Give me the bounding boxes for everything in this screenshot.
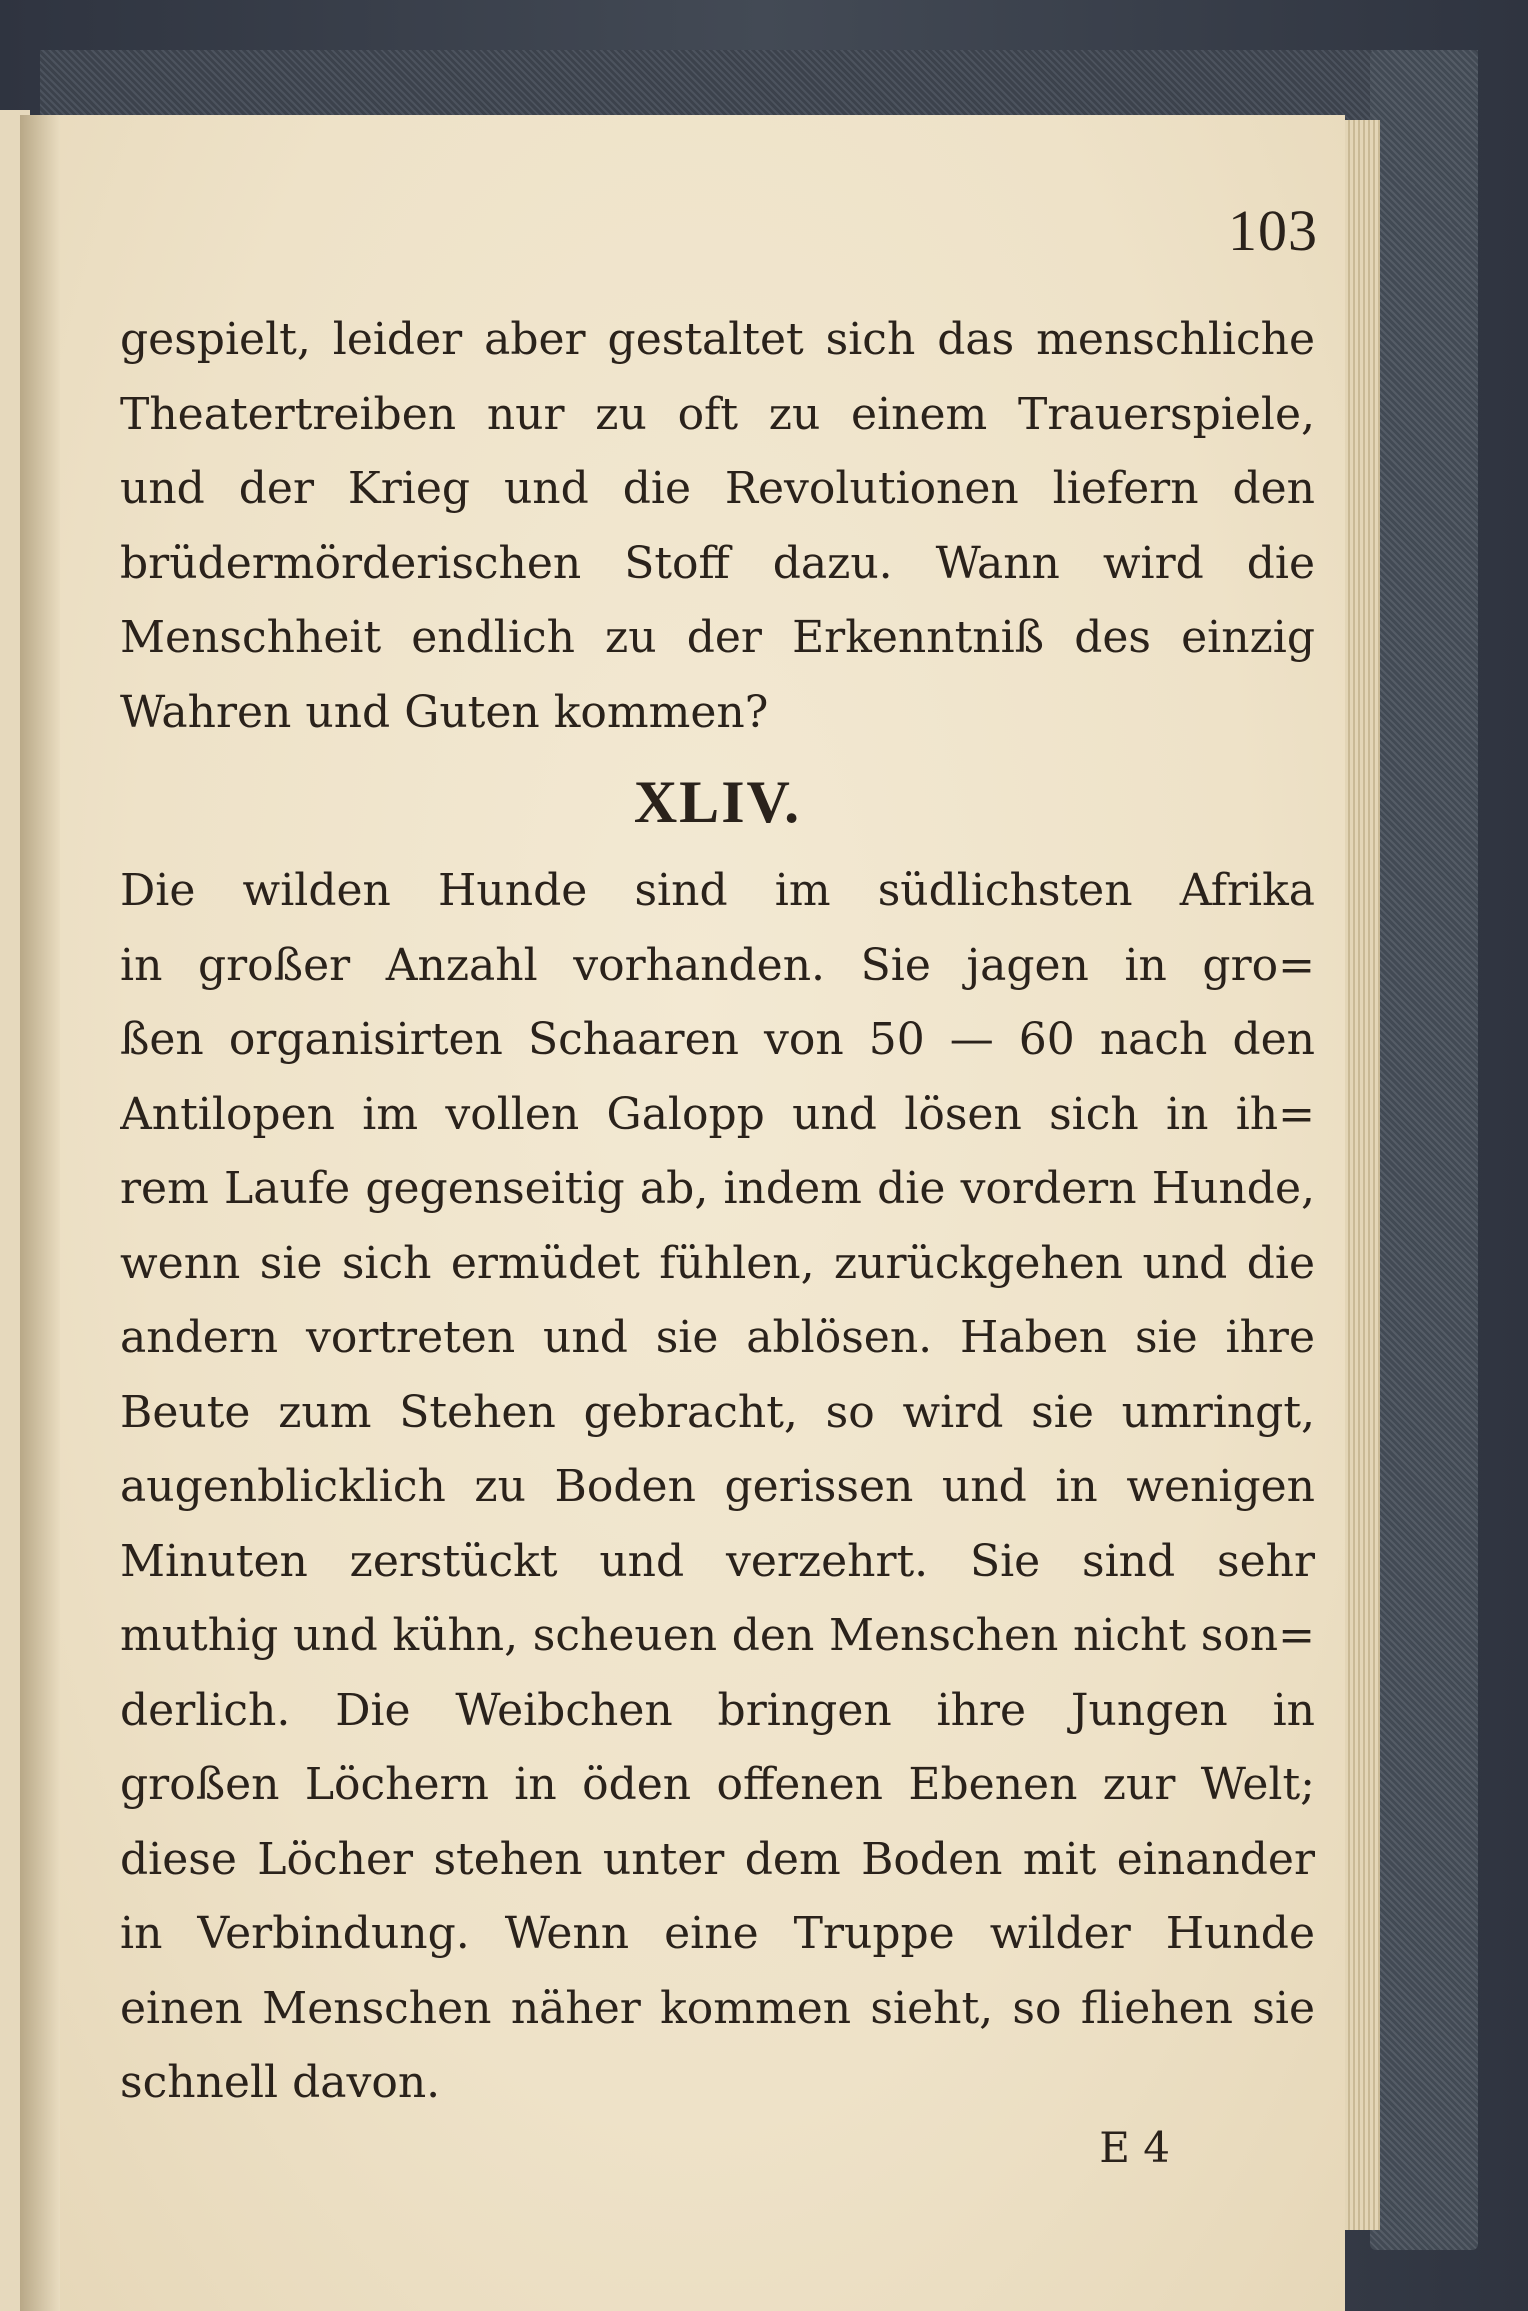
text-line: Die wilden Hunde sind im südlichsten Afrika: [120, 865, 1315, 916]
text-line: muthig und kühn, scheuen den Menschen nicht son=: [120, 1610, 1315, 1661]
text-line: Wahren und Guten kommen?: [120, 686, 769, 738]
text-line: rem Laufe gegenseitig ab, indem die vordern Hunde,: [120, 1163, 1315, 1214]
text-line: gespielt, leider aber gestaltet sich das menschliche: [120, 314, 1315, 365]
book-page: [40, 115, 1345, 2311]
text-line: wenn sie sich ermüdet fühlen, zurückgehen und die: [120, 1237, 1315, 1289]
text-line: diese Löcher stehen unter dem Boden mit einander: [120, 1833, 1315, 1885]
text-line: ßen organisirten Schaaren von 50 — 60 nach den: [120, 1014, 1315, 1065]
section-heading: XLIV.: [633, 769, 802, 835]
text-line: in großer Anzahl vorhanden. Sie jagen in gro=: [120, 939, 1315, 991]
text-line: und der Krieg und die Revolutionen liefern den: [120, 463, 1315, 514]
text-line: in Verbindung. Wenn eine Truppe wilder Hunde: [120, 1908, 1315, 1959]
body-text: [120, 303, 1315, 2121]
text-line: andern vortreten und sie ablösen. Haben sie ihre: [120, 1312, 1315, 1363]
text-line: Minuten zerstückt und verzehrt. Sie sind sehr: [120, 1535, 1315, 1587]
text-line: Antilopen im vollen Galopp und lösen sich in ih=: [120, 1088, 1315, 1140]
text-line: Theatertreiben nur zu oft zu einem Trauerspiele,: [120, 388, 1315, 440]
page-stack-edges: [1340, 120, 1380, 2230]
text-line: brüdermörderischen Stoff dazu. Wann wird die: [120, 537, 1315, 589]
text-line: derlich. Die Weibchen bringen ihre Jungen in: [120, 1684, 1315, 1736]
text-line: schnell davon.: [120, 2057, 441, 2108]
text-line: Menschheit endlich zu der Erkenntniß des einzig: [120, 612, 1315, 663]
book-cover-top: [40, 50, 1478, 120]
text-line: einen Menschen näher kommen sieht, so fliehen sie: [120, 1982, 1315, 2034]
page-gutter: [20, 115, 60, 2311]
text-line: Beute zum Stehen gebracht, so wird sie umringt,: [120, 1386, 1315, 1438]
signature-mark: E 4: [1099, 2123, 1170, 2172]
book-cover-right: [1370, 50, 1478, 2250]
text-line: augenblicklich zu Boden gerissen und in wenigen: [120, 1461, 1315, 1512]
page-number: 103: [1228, 198, 1318, 263]
text-line: großen Löchern in öden offenen Ebenen zur Welt;: [120, 1759, 1315, 1810]
